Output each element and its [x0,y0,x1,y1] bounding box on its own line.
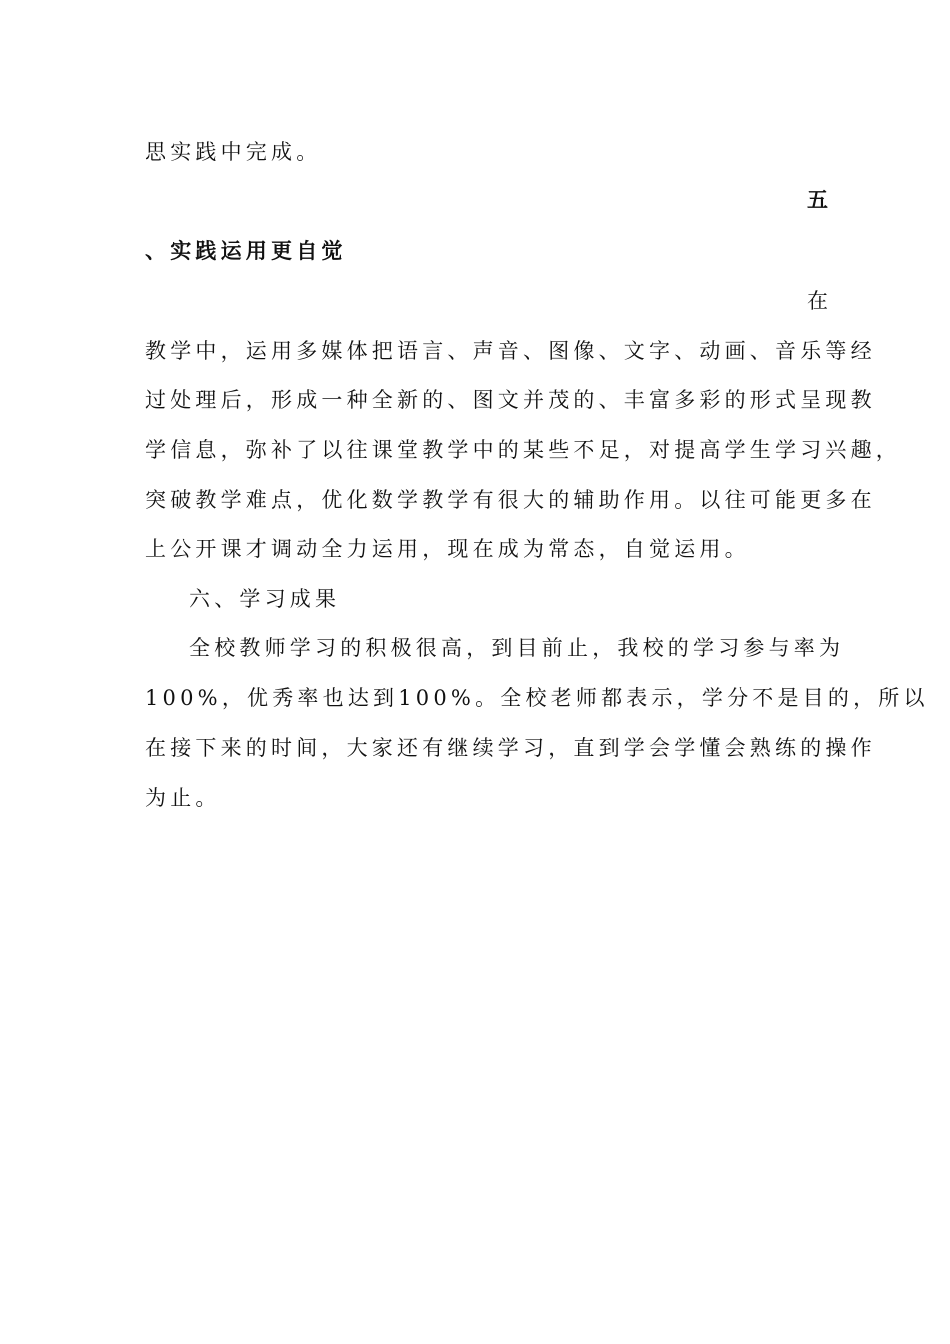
paragraph-line: 思实践中完成。 [145,140,322,164]
section-heading-five: 、实践运用更自觉 [145,238,347,263]
paragraph-start-char: 在 [807,289,828,313]
paragraph-line: 学信息，弥补了以往课堂教学中的某些不足，对提高学生学习兴趣， [145,438,901,462]
section-number-five: 五 [807,187,828,212]
paragraph-line: 突破教学难点，优化数学教学有很大的辅助作用。以往可能更多在 [145,488,876,512]
paragraph-line: 过处理后，形成一种全新的、图文并茂的、丰富多彩的形式呈现教 [145,388,876,412]
paragraph-line: 100%，优秀率也达到100%。全校老师都表示，学分不是目的，所以 [145,686,929,710]
paragraph-line: 为止。 [145,786,221,810]
paragraph-line: 教学中，运用多媒体把语言、声音、图像、文字、动画、音乐等经 [145,339,876,363]
paragraph-line: 上公开课才调动全力运用，现在成为常态，自觉运用。 [145,537,750,561]
paragraph-line: 在接下来的时间，大家还有继续学习，直到学会学懂会熟练的操作 [145,736,876,760]
paragraph-line: 全校教师学习的积极很高，到目前止，我校的学习参与率为 [189,636,845,660]
section-heading-six: 六、学习成果 [189,587,341,611]
